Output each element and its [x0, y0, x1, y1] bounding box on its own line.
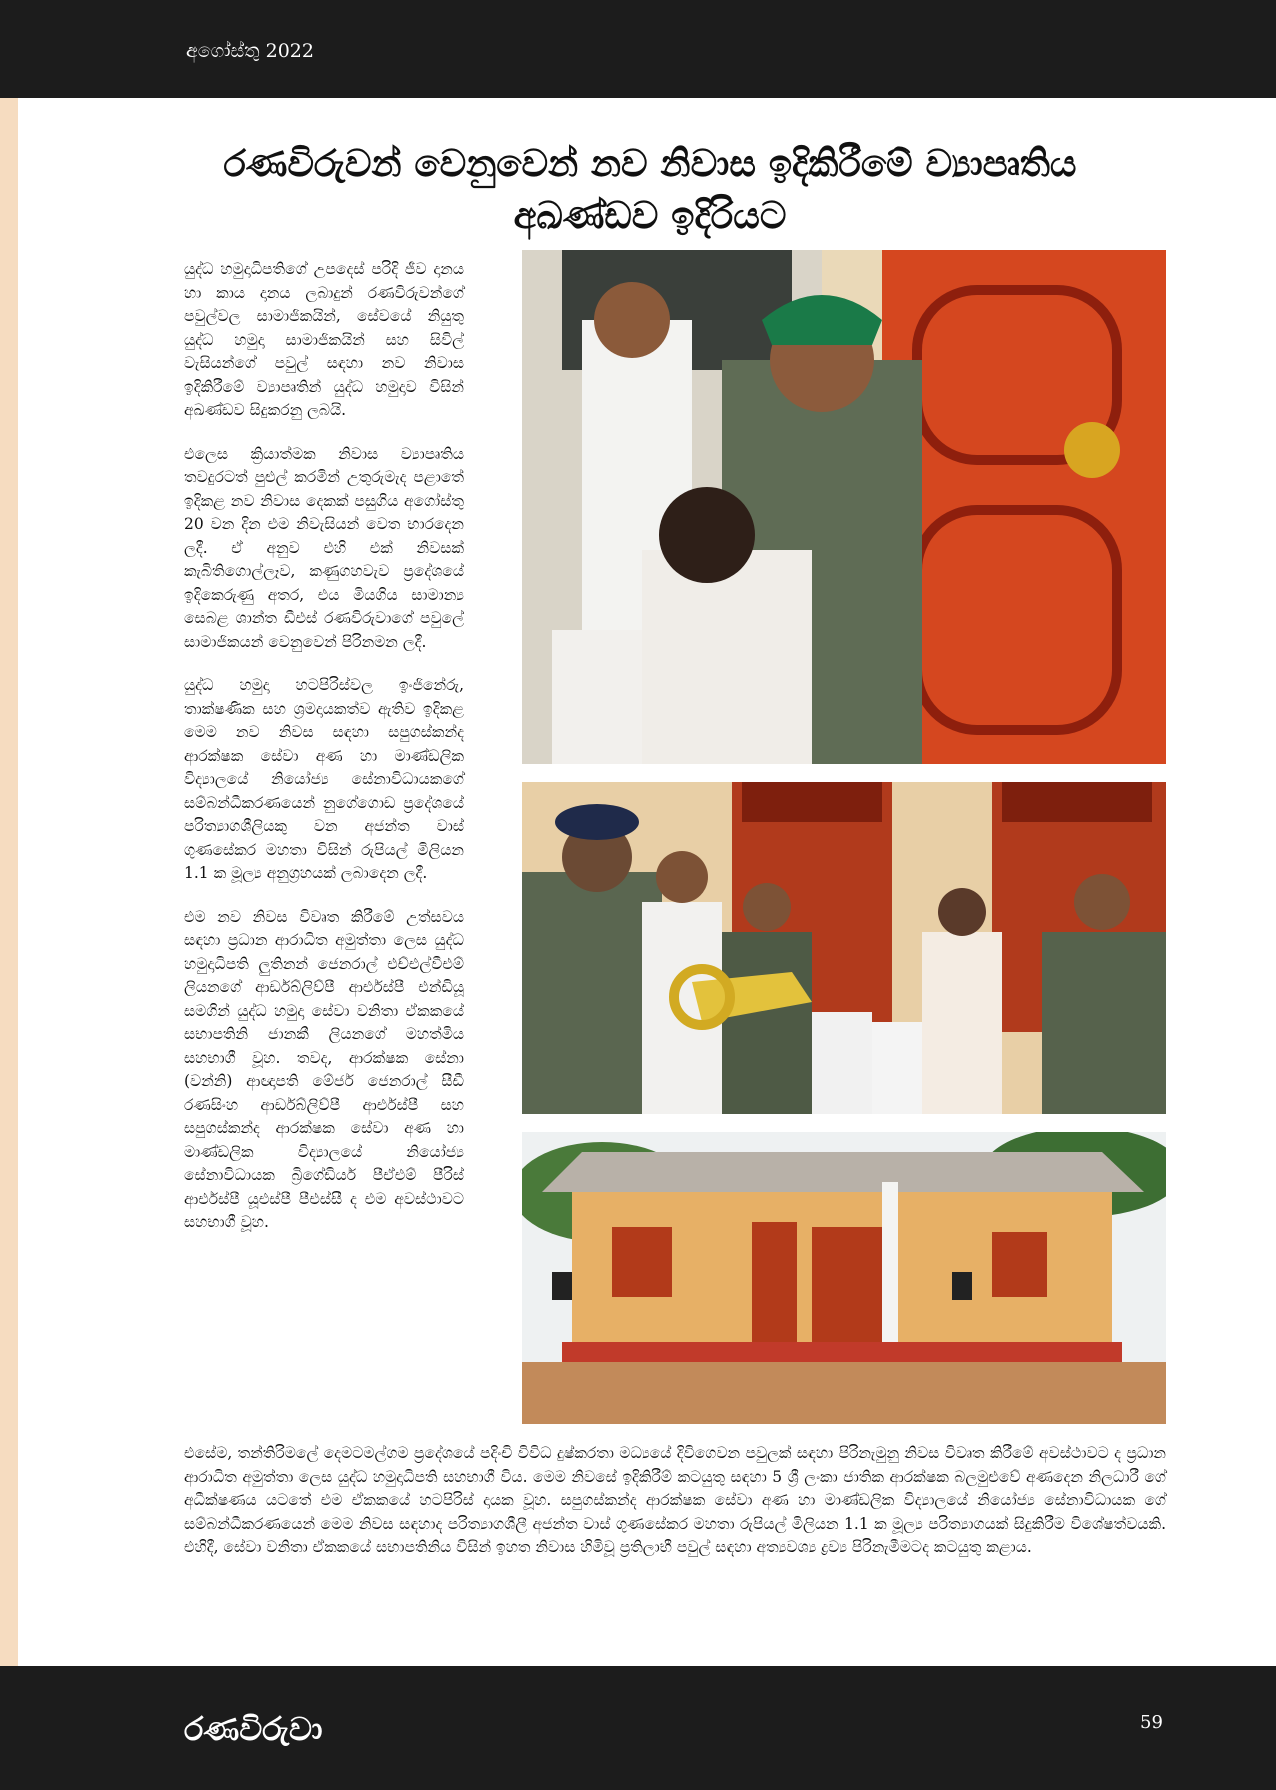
side-accent-strip	[0, 98, 18, 1666]
article-title-line-1: රණවිරුවන් වෙනුවෙන් නව නිවාස ඉදිකිරීමේ ව්‍යාපෘතිය	[223, 142, 1077, 185]
article-closing-paragraph	[184, 1442, 1166, 1560]
paragraph-2: එලෙස ක්‍රියාත්මක නිවාස ව්‍යාපෘතිය තවදුරටත් පුළුල් කරමින් උතුරුමැද පළාතේ ඉදිකළ නව නිවාස දෙකක් පසුගිය අගෝස්තු 20 වන දින එම නිවැසියන් වෙත භාරදෙන ලදී. ඒ අනුව එහි එක් නිවසක් කැබිතිගොල්ලෑව, කණුගහවැව ප්‍රදේශයේ ඉදිකෙරුණු අතර, එය මියගිය සාමාන්‍ය සෙබළ ශාන්ත ඩීඑස් රණවිරුවාගේ පවුලේ සාමාජිකයන් වෙනුවෙන් පිරිනමන ලදී.	[184, 444, 464, 651]
magazine-logo: රණවිරුවා	[184, 1710, 323, 1748]
article-title	[150, 138, 1150, 242]
page-number: 59	[1140, 1712, 1163, 1733]
closing-paragraph-text: එසේම, තන්තිරිමලේ දෙමටමල්ගම ප්‍රදේශයේ පදිංචි විවිධ දුෂ්කරතා මධ්‍යයේ දිවිගෙවන පවුලක් සඳහා පිරිනැමුනු නිවස විවෘත කිරීමේ අවස්ථාවට ද ප්‍රධාන ආරාධිත අමුත්තා ලෙස යුද්ධ හමුදාධිපති සහභාගී විය. මෙම නිවසේ ඉදිකිරීම් කටයුතු සඳහා 5 ශ්‍රී ලංකා ජාතික ආරක්ෂක බලමුළුවේ අණදෙන නිලධාරී ගේ අධීක්ෂණය යටතේ එම ඒකකයේ හටපිරිස් දායක වූහ. සපුගස්කන්ද ආරක්ෂක සේවා අණ හා මාණ්ඩලික විද්‍යාලයේ නියෝජ්‍ය සේනාවිධායක ගේ සම්බන්ධීකරණයෙන් මෙම නිවස සඳහාද පරිත්‍යාගශීලී අජන්ත වාස් ගුණසේකර මහතා රුපියල් මිලියන 1.1 ක මූල්‍ය පරිත්‍යාගයක් සිදුකිරීම විශේෂත්වයකි. එහිදී, සේවා වනිතා ඒකකයේ සභාපතිනිය විසින් ඉහත නිවාස හිමිවූ ප්‍රතිලාභී පවුල් සඳහා අත්‍යවශ්‍ය ද්‍රව්‍ය පිරිනැමීමටද කටයුතු කළාය.	[184, 1444, 1166, 1556]
photo-new-house	[522, 1132, 1166, 1424]
article-body-column	[184, 258, 464, 1255]
paragraph-1: යුද්ධ හමුදාධිපතිගේ උපදෙස් පරිදි ජීව දානය හා කාය දානය ලබාදුන් රණවිරුවන්ගේ පවුල්වල සාමාජිකයින්, සේවයේ නියුතු යුද්ධ හමුදා සාමාජිකයින් සහ සිවිල් වැසියන්ගේ පවුල් සඳහා නව නිවාස ඉදිකිරීමේ ව්‍යාපෘතින් යුද්ධ හමුදාව විසින් අඛණ්ඩව සිදුකරනු ලබයි.	[184, 260, 464, 419]
article-title-line-2: අඛණ්ඩව ඉදිරියට	[513, 194, 787, 237]
photo-door-opening	[522, 250, 1166, 764]
photo-key-handover	[522, 782, 1166, 1114]
paragraph-3: යුද්ධ හමුදා හටපිරිස්වල ඉංජිනේරු, තාක්ෂණික සහ ශ්‍රමදායකත්ව ඇතිව ඉදිකළ මෙම නව නිවස සඳහා සපුගස්කන්ද ආරක්ෂක සේවා අණ හා මාණ්ඩලික විද්‍යාලයේ නියෝජ්‍ය සේනාවිධායකගේ සම්බන්ධීකරණයෙන් නුගේගොඩ ප්‍රදේශයේ පරිත්‍යාගශීලියකු වන අජන්ත වාස් ගුණසේකර මහතා විසින් රුපියල් මිලියන 1.1 ක මූල්‍ය අනුග්‍රහයක් ලබාදෙන ලදී.	[184, 676, 464, 882]
issue-date: අගෝස්තු 2022	[186, 40, 314, 62]
paragraph-4: එම නව නිවස විවෘත කිරීමේ උත්සවය සඳහා ප්‍රධාන ආරාධිත අමුත්තා ලෙස යුද්ධ හමුදාධිපති ලුතිනන් ජෙනරාල් එච්එල්වීඑම් ලියනගේ ආර්ඩබ්ලිව්පී ආර්එස්පී එන්ඩියූ සමගින් යුද්ධ හමුදා සේවා වනිතා ඒකකයේ සභාපතිනි ජානකී ලියනගේ මහත්මිය සහභාගී වූහ. තවද, ආරක්ෂක සේනා (වන්නි) ආඥාපති මේජර් ජෙනරාල් සීඩී රණසිංහ ආර්ඩබ්ලිව්පී ආර්එස්පී සහ සපුගස්කන්ද ආරක්ෂක සේවා අණ හා මාණ්ඩලික විද්‍යාලයේ නියෝජ්‍ය සේනාවිධායක බ්‍රිගේඩියර් පීඒඑම් පීරිස් ආර්එස්පී යූඑස්පී පීඑස්සී ද එම අවස්ථාවට සහභාගී වූහ.	[184, 907, 464, 1231]
